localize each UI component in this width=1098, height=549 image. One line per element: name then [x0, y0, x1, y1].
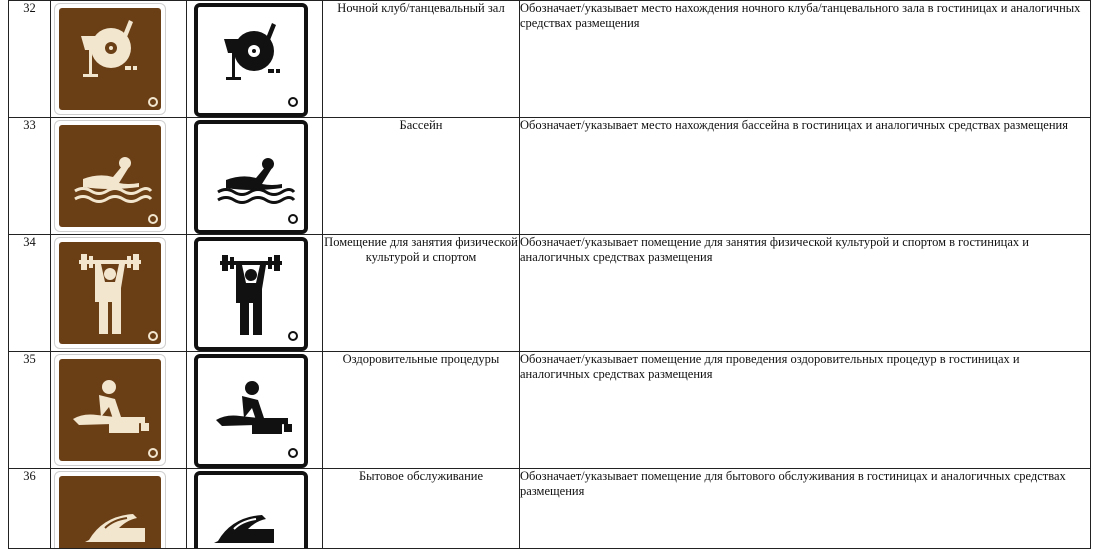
sign-color-cell: [51, 235, 187, 352]
sign-name: Оздоровительные процедуры: [323, 352, 520, 469]
table-row: [9, 1, 1091, 118]
row-number: 36: [9, 469, 51, 549]
sign-bw-cell: [187, 235, 323, 352]
signs-table: [8, 0, 1091, 549]
sign-description: Обозначает/указывает помещение для проведения оздоровительных процедур в гостиницах и аналогичных средствах размещения: [520, 352, 1091, 469]
sign-bw-cell: [187, 352, 323, 469]
swimmer-icon: [59, 125, 161, 227]
sign-color-cell: [51, 352, 187, 469]
sign-name: Бассейн: [323, 118, 520, 235]
massage-icon: [194, 354, 308, 468]
table-row: [9, 118, 1091, 235]
sign-name: Ночной клуб/танцевальный зал: [323, 1, 520, 118]
table-row: [9, 352, 1091, 469]
sign-name: Помещение для занятия физической культурой и спортом: [323, 235, 520, 352]
table-row: [9, 235, 1091, 352]
sign-color-cell: [51, 118, 187, 235]
iron-icon: [59, 476, 161, 549]
swimmer-icon: [194, 120, 308, 234]
sign-bw-cell: [187, 118, 323, 235]
nightclub-turntable-icon: [194, 3, 308, 117]
weightlifter-icon: [194, 237, 308, 351]
sign-description: Обозначает/указывает место нахождения бассейна в гостиницах и аналогичных средствах размещения: [520, 118, 1091, 235]
sign-name: Бытовое обслуживание: [323, 469, 520, 549]
sign-description: Обозначает/указывает место нахождения ночного клуба/танцевального зала в гостиницах и аналогичных средствах размещения: [520, 1, 1091, 118]
row-number: 34: [9, 235, 51, 352]
sign-bw-cell: [187, 1, 323, 118]
sign-description: Обозначает/указывает помещение для занятия физической культурой и спортом в гостиницах и аналогичных средствах размещения: [520, 235, 1091, 352]
sign-description: Обозначает/указывает помещение для бытового обслуживания в гостиницах и аналогичных средствах размещения: [520, 469, 1091, 549]
weightlifter-icon: [59, 242, 161, 344]
sign-bw-cell: [187, 469, 323, 549]
sign-color-cell: [51, 1, 187, 118]
row-number: 33: [9, 118, 51, 235]
nightclub-turntable-icon: [59, 8, 161, 110]
table-row: [9, 469, 1091, 549]
massage-icon: [59, 359, 161, 461]
iron-icon: [194, 471, 308, 549]
row-number: 32: [9, 1, 51, 118]
row-number: 35: [9, 352, 51, 469]
sign-color-cell: [51, 469, 187, 549]
